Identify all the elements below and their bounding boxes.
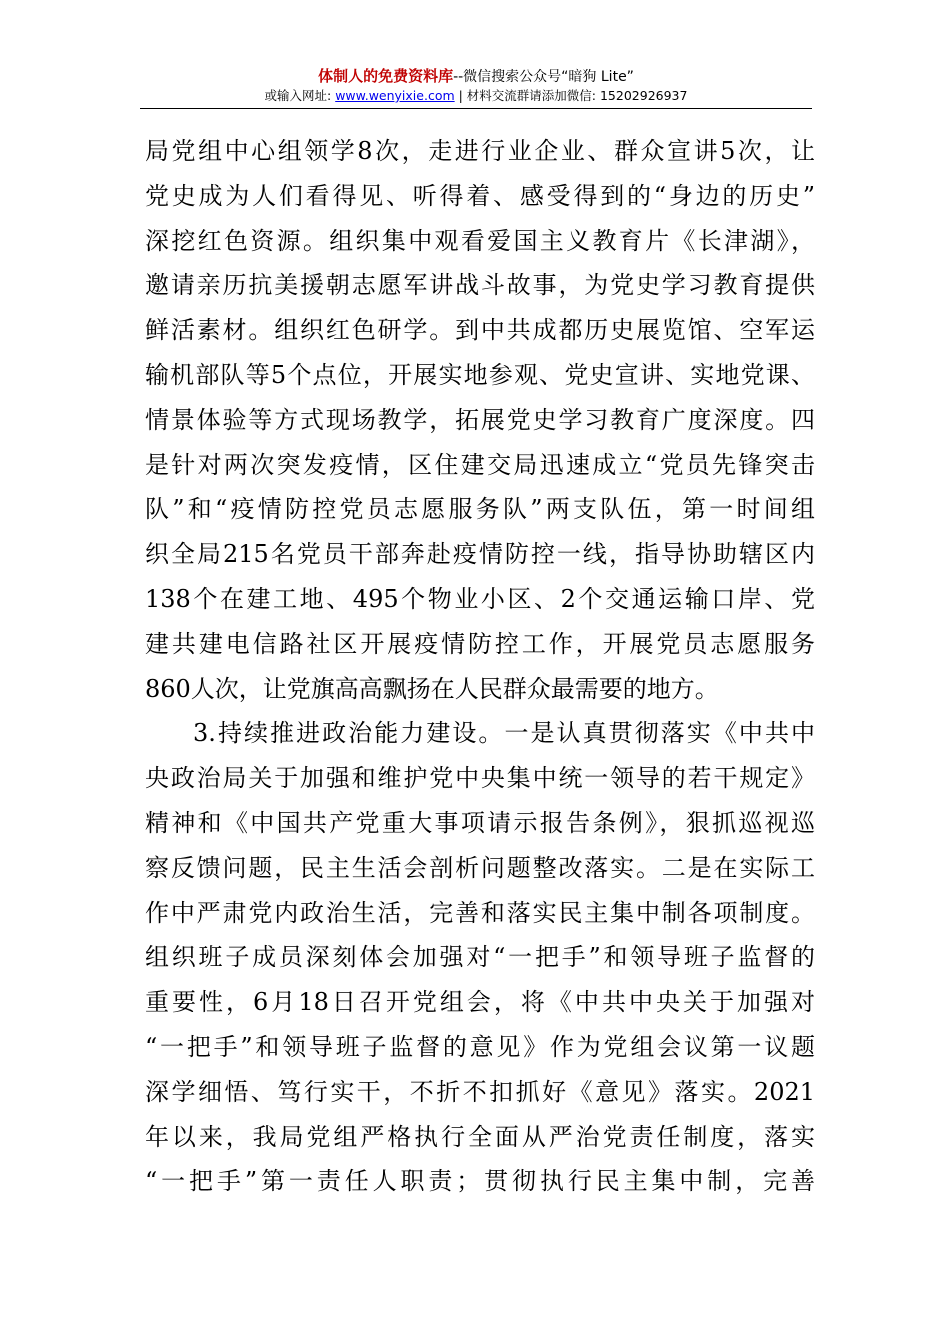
contact-info: | 材料交流群请添加微信: 15202926937 [454, 88, 688, 103]
text-line: 局党组中心组领学8次，走进行业企业、群众宣讲5次，让 [145, 137, 815, 165]
header-divider [140, 108, 812, 109]
text-line: 情景体验等方式现场教学，拓展党史学习教育广度深度。四 [145, 405, 815, 434]
text-line: 深挖红色资源。组织集中观看爱国主义教育片《长津湖》， [145, 226, 815, 255]
text-line: 精神和《中国共产党重大事项请示报告条例》，狠抓巡视巡 [145, 808, 815, 837]
text-line: 队”和“疫情防控党员志愿服务队”两支队伍，第一时间组 [145, 495, 815, 524]
text-line: 重要性，6月18日召开党组会，将《中共中央关于加强对 [145, 988, 815, 1017]
text-line: 邀请亲历抗美援朝志愿军讲战斗故事，为党史学习教育提供 [145, 271, 815, 300]
text-line: 鲜活素材。组织红色研学。到中共成都历史展览馆、空军运 [145, 316, 815, 345]
text-line: 年以来，我局党组严格执行全面从严治党责任制度，落实 [145, 1122, 815, 1151]
text-line: 察反馈问题，民主生活会剖析问题整改落实。二是在实际工 [145, 853, 815, 882]
text-line: “一把手”第一责任人职责；贯彻执行民主集中制，完善 [145, 1167, 815, 1196]
document-body [145, 129, 815, 1204]
text-line: 深学细悟、笃行实干，不折不扣抓好《意见》落实。2021 [145, 1077, 815, 1106]
header-contact-line [140, 87, 812, 105]
header-tagline: --微信搜索公众号“暗狗 Lite” [453, 69, 634, 85]
brand-name: 体制人的免费资料库 [318, 67, 454, 85]
text-line: 织全局215名党员干部奔赴疫情防控一线，指导协助辖区内 [145, 540, 815, 569]
text-line: 输机部队等5个点位，开展实地参观、党史宣讲、实地党课、 [145, 360, 815, 389]
text-line: 138个在建工地、495个物业小区、2个交通运输口岸、党 [145, 584, 815, 613]
text-line: 是针对两次突发疫情，区住建交局迅速成立“党员先锋突击 [145, 450, 815, 479]
paragraph-heading-line: 3.持续推进政治能力建设。一是认真贯彻落实《中共中 [193, 719, 815, 748]
text-line: 央政治局关于加强和维护党中央集中统一领导的若干规定》 [145, 764, 815, 793]
text-line: 建共建电信路社区开展疫情防控工作，开展党员志愿服务 [145, 629, 815, 658]
page-header [140, 66, 812, 105]
text-line: 党史成为人们看得见、听得着、感受得到的“身边的历史” [145, 181, 815, 210]
website-link[interactable]: www.wenyixie.com [335, 88, 455, 103]
text-line: “一把手”和领导班子监督的意见》作为党组会议第一议题 [145, 1032, 815, 1061]
text-line: 组织班子成员深刻体会加强对“一把手”和领导班子监督的 [145, 943, 815, 972]
text-line: 860人次，让党旗高高飘扬在人民群众最需要的地方。 [145, 674, 719, 703]
url-prefix: 或输入网址: [264, 88, 336, 103]
text-line: 作中严肃党内政治生活，完善和落实民主集中制各项制度。 [145, 898, 815, 927]
header-title-line [140, 66, 812, 87]
